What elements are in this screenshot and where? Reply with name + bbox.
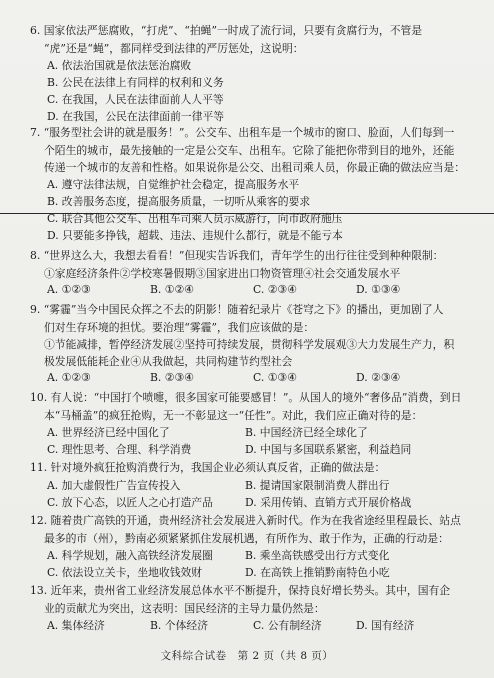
q9-option-a: A. ①②③ (47, 371, 91, 384)
q10-option-a: A. 世界经济已经中国化了 (47, 426, 170, 439)
q13-option-d: D. 国有经济 (356, 619, 415, 632)
question-13-line-1: 13. 近年来，贵州省工业经济发展总体水平不断提升，保持良好增长势头。其中，国有企 (30, 584, 451, 597)
q8-option-a: A. ①②③ (47, 283, 91, 296)
question-12-line-1: 12. 随着贵广高铁的开通，贵州经济社会发展进入新时代。作为在我省途经里程最长、站点 (30, 514, 461, 527)
question-12-line-2: 最多的市（州），黔南必须紧紧抓住发展机遇，有所作为、敢于作为，正确的行动是： (44, 532, 449, 545)
q11-option-c: C. 放下心态，以匠人之心打造产品 (47, 496, 213, 509)
q7-option-c: C. 联合其他公交车、出租车司乘人员示威游行，向市政府施压 (47, 212, 343, 225)
question-11-line-1: 11. 针对境外疯狂抢购消费行为，我国企业必须认真反省，正确的做法是： (30, 461, 386, 474)
q10-option-c: C. 理性思考、合理、科学消费 (47, 443, 192, 456)
question-9-line-1: 9. “雾霾”当今中国民众挥之不去的阴影！随着纪录片《苍穹之下》的播出，更加剧了人 (30, 303, 444, 316)
q11-option-d: D. 采用传销、直销方式开展价格战 (245, 496, 412, 509)
question-10-line-2: 本“马桶盖”的疯狂抢购，无一不彰显这一“任性”。对此，我们应正确对待的是： (44, 409, 423, 422)
question-13-line-2: 业的贡献尤为突出，这表明：国民经济的主导力量仍然是： (44, 602, 325, 615)
q12-option-a: A. 科学规划，融入高铁经济发展圈 (47, 549, 213, 562)
q7-option-b: B. 改善服务态度，提高服务质量，一切听从乘客的要求 (47, 195, 311, 208)
q9-option-d: D. ②③④ (356, 371, 401, 384)
question-7-line-2: 个陌生的城市，最先接触的一定是公交车、出租车。它除了能把你带到目的地外，还能 (44, 144, 455, 157)
q13-option-b: B. 个体经济 (150, 619, 208, 632)
page-footer: 文科综合试卷 第 2 页（共 8 页） (160, 650, 334, 662)
q12-option-b: B. 乘坐高铁感受出行方式变化 (245, 549, 390, 562)
q9-option-b: B. ②③④ (150, 371, 194, 384)
question-9-line-3: ①节能减排，暂停经济发展②坚持可持续发展，贯彻科学发展观③大力发展生产力，积 (44, 338, 455, 351)
q6-option-d: D. 在我国，公民在法律面前一律平等 (47, 110, 225, 123)
q7-option-a: A. 遵守法律法规，自觉维护社会稳定，提高服务水平 (47, 178, 300, 191)
q10-option-d: D. 中国与多国联系紧密，利益趋同 (245, 443, 412, 456)
question-6-line-2: “虎”还是“蝇”，都同样受到法律的严厉惩处，这说明： (44, 42, 304, 55)
q8-option-b: B. ①②④ (150, 283, 194, 296)
q11-option-b: B. 提请国家限制消费人群出行 (245, 479, 390, 492)
q6-option-c: C. 在我国，人民在法律面前人人平等 (47, 93, 224, 106)
q6-option-a: A. 依法治国就是依法惩治腐败 (47, 59, 192, 72)
q8-option-d: D. ①③④ (356, 283, 401, 296)
question-7-line-3: 传递一个城市的友善和性格。如果说你是公交、出租司乘人员，你最正确的做法应当是： (44, 161, 466, 174)
q6-option-b: B. 公民在法律上有同样的权利和义务 (47, 76, 224, 89)
q11-option-a: A. 加大虚假性广告宣传投入 (47, 479, 181, 492)
q9-option-c: C. ①③④ (253, 371, 297, 384)
question-8-line-2: ①家庭经济条件②学校寒暑假期③国家进出口物资管理④社会交通发展水平 (44, 267, 401, 280)
q13-option-c: C. 公有制经济 (253, 619, 322, 632)
q12-option-c: C. 依法设立关卡，坐地收钱效财 (47, 566, 203, 579)
q12-option-d: D. 在高铁上推销黔南特色小吃 (245, 566, 390, 579)
q7-option-d: D. 只要能多挣钱，超载、违法、违规什么都行，就是不能亏本 (47, 229, 343, 242)
question-7-line-1: 7. “服务型社会讲的就是服务！”。公交车、出租车是一个城市的窗口、脸面，人们每到一 (30, 126, 455, 139)
question-10-line-1: 10. 有人说：“中国打个喷嚏，很多国家可能要感冒！”。从国人的境外“奢侈品”消费，到日 (30, 391, 462, 404)
q8-option-c: C. ②③④ (253, 283, 297, 296)
question-9-line-4: 极发展低能耗企业④从我做起，共同构建节约型社会 (44, 355, 293, 368)
question-8-line-1: 8. “世界这么大，我想去看看！”但现实告诉我们，青年学生的出行往往受到种种限制： (30, 249, 444, 262)
q13-option-a: A. 集体经济 (47, 619, 105, 632)
question-9-line-2: 们对生存环境的担忧。要治理“雾霾”，我们应该做的是： (44, 321, 315, 334)
q10-option-b: B. 中国经济已经全球化了 (245, 426, 368, 439)
question-6-line-1: 6. 国家依法严惩腐败，“打虎”、“拍蝇”一时成了流行词，只要有贪腐行为，不管是 (30, 24, 423, 37)
